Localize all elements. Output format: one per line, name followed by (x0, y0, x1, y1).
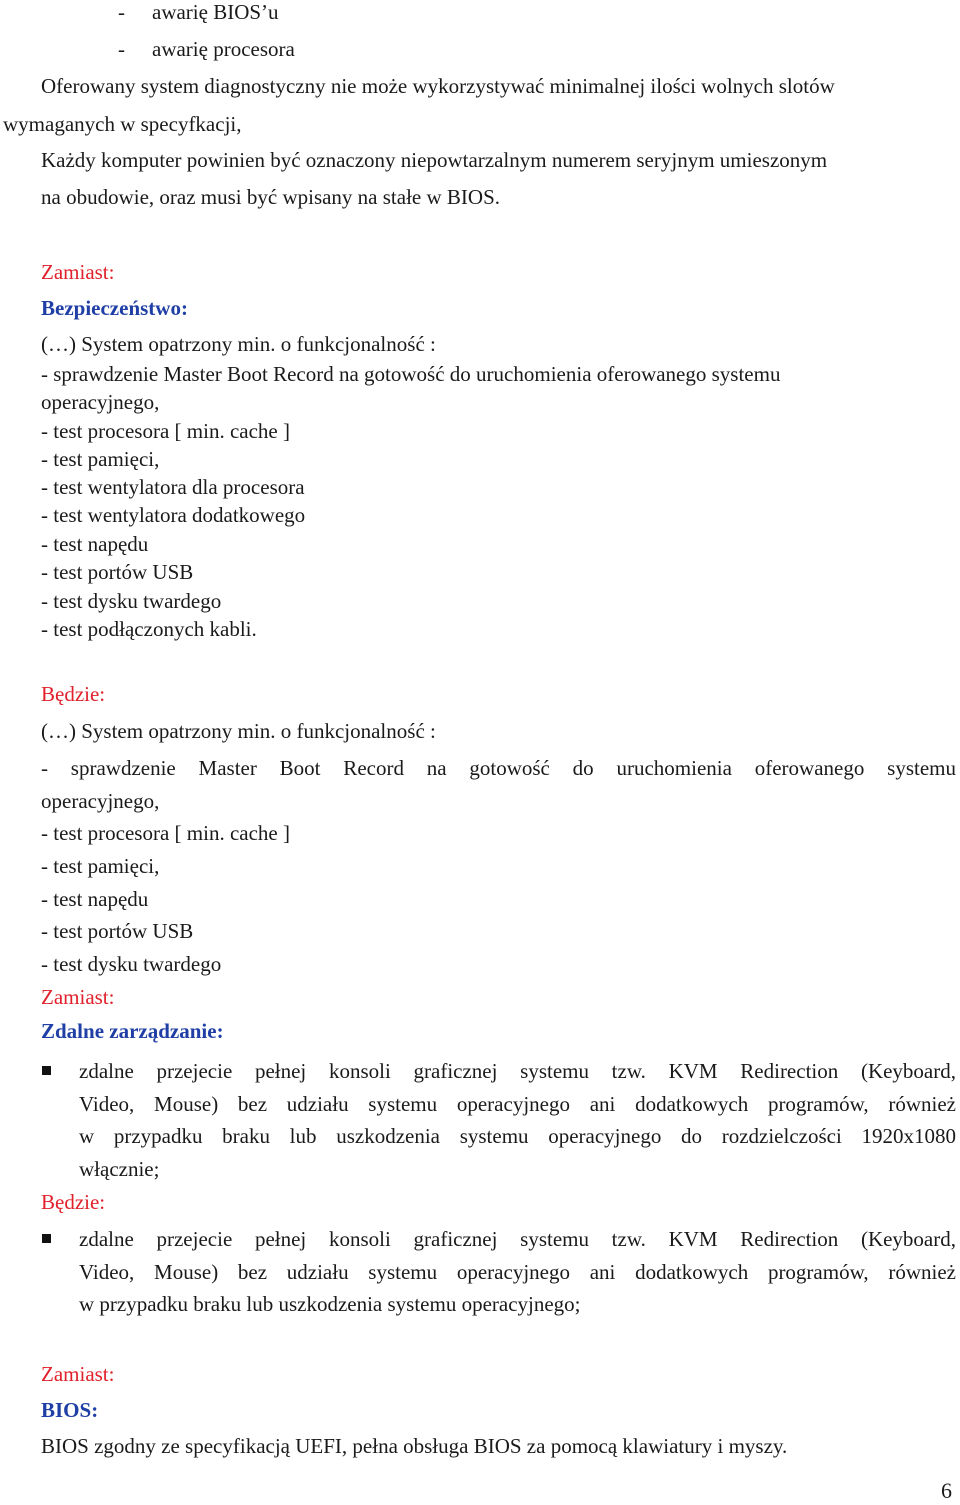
old-test-item: - test pamięci, (41, 447, 160, 471)
new-test-item: - test dysku twardego (41, 952, 222, 976)
para2-line1: Każdy komputer powinien być oznaczony niepowtarzalnym numerem seryjnym umieszonym (41, 148, 828, 172)
new-test-item: - test procesora [ min. cache ] (41, 821, 290, 845)
new-intro: (…) System opatrzony min. o funkcjonalność : (41, 719, 436, 743)
old-test-item: - test procesora [ min. cache ] (41, 419, 290, 443)
old-mbr-line1: - sprawdzenie Master Boot Record na gotowość do uruchomienia oferowanego systemu (41, 362, 781, 386)
remote-old-line: Video, Mouse) bez udziału systemu operacyjnego ani dodatkowych programów, również (79, 1092, 956, 1116)
remote-new-line: zdalne przejecie pełnej konsoli graficznej systemu tzw. KVM Redirection (Keyboard, (79, 1227, 956, 1251)
section-heading-remote: Zdalne zarządzanie: (41, 1019, 224, 1043)
old-test-item: - test wentylatora dla procesora (41, 475, 305, 499)
section-heading-bios: BIOS: (41, 1398, 99, 1422)
old-test-item: - test dysku twardego (41, 589, 222, 613)
new-test-item: - test napędu (41, 887, 149, 911)
remote-new-line: Video, Mouse) bez udziału systemu operacyjnego ani dodatkowych programów, również (79, 1260, 956, 1284)
remote-new-line: w przypadku braku lub uszkodzenia systemu operacyjnego; (79, 1292, 581, 1316)
new-mbr-line1: - sprawdzenie Master Boot Record na gotowość do uruchomienia oferowanego systemu (41, 756, 956, 780)
instead-label: Zamiast: (41, 1362, 115, 1386)
para2-line2: na obudowie, oraz musi być wpisany na stałe w BIOS. (41, 185, 500, 209)
remote-old-line: włącznie; (79, 1157, 160, 1181)
list-item-bios-failure: awarię BIOS’u (152, 0, 279, 24)
page-number: 6 (941, 1478, 952, 1503)
list-item-cpu-failure: awarię procesora (152, 37, 295, 61)
para1-line2: wymaganych w specyfkacji, (3, 112, 242, 136)
will-be-label: Będzie: (41, 1190, 106, 1214)
para1-line1: Oferowany system diagnostyczny nie może wykorzystywać minimalnej ilości wolnych slotów (41, 74, 835, 98)
instead-label: Zamiast: (41, 260, 115, 284)
remote-old-line: w przypadku braku lub uszkodzenia systemu operacyjnego do rozdzielczości 1920x1080 (79, 1124, 956, 1148)
dash: - (118, 37, 125, 61)
old-mbr-line2: operacyjnego, (41, 390, 160, 414)
remote-old-line: zdalne przejecie pełnej konsoli graficznej systemu tzw. KVM Redirection (Keyboard, (79, 1059, 956, 1083)
old-intro: (…) System opatrzony min. o funkcjonalność : (41, 332, 436, 356)
new-mbr-line2: operacyjnego, (41, 789, 160, 813)
old-test-item: - test wentylatora dodatkowego (41, 503, 306, 527)
bullet-icon (42, 1066, 51, 1075)
old-test-item: - test podłączonych kabli. (41, 617, 257, 641)
section-heading-security: Bezpieczeństwo: (41, 296, 188, 320)
will-be-label: Będzie: (41, 682, 106, 706)
new-test-item: - test portów USB (41, 919, 194, 943)
old-test-item: - test napędu (41, 532, 149, 556)
dash: - (118, 0, 125, 24)
bios-text: BIOS zgodny ze specyfikacją UEFI, pełna obsługa BIOS za pomocą klawiatury i myszy. (41, 1434, 788, 1458)
old-test-item: - test portów USB (41, 560, 194, 584)
bullet-icon (42, 1234, 51, 1243)
new-test-item: - test pamięci, (41, 854, 160, 878)
instead-label: Zamiast: (41, 985, 115, 1009)
